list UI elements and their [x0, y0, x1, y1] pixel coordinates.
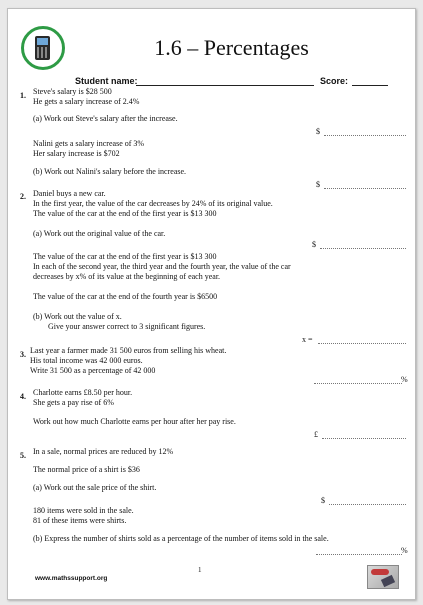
q2b-instruction: Give your answer correct to 3 significant figures. [48, 322, 206, 331]
footer-website: www.mathssupport.org [35, 575, 108, 582]
student-name-field[interactable] [136, 85, 314, 86]
question-5-number: 5. [20, 451, 26, 460]
page-number: 1 [198, 566, 202, 574]
q2a-answer-line[interactable] [320, 248, 406, 249]
q1a-prompt: (a) Work out Steve's salary after the increase. [33, 114, 178, 123]
q5a-prompt: (a) Work out the sale price of the shirt. [33, 483, 157, 492]
q1-line-4: Her salary increase is $702 [33, 149, 120, 158]
q2-line-2: In the first year, the value of the car decreases by 24% of its original value. [33, 199, 273, 208]
q3-line-1: Last year a farmer made 31 500 euros from selling his wheat. [30, 346, 227, 355]
q5a-answer-unit: $ [321, 496, 325, 505]
q5a-answer-line[interactable] [329, 504, 406, 505]
q2-line-1: Daniel buys a new car. [33, 189, 106, 198]
q3-line-2: His total income was 42 000 euros. [30, 356, 143, 365]
worksheet-page [7, 8, 416, 600]
q3-answer-line[interactable] [314, 383, 402, 384]
q4-answer-line[interactable] [322, 438, 406, 439]
page-title: 1.6 – Percentages [154, 35, 309, 60]
question-1-number: 1. [20, 91, 26, 100]
q1-line-3: Nalini gets a salary increase of 3% [33, 139, 145, 148]
q5-line-3: 180 items were sold in the sale. [33, 506, 134, 515]
q5-line-4: 81 of these items were shirts. [33, 516, 127, 525]
q4-line-2: She gets a pay rise of 6% [33, 398, 114, 407]
q2-line-7: The value of the car at the end of the fourth year is $6500 [33, 292, 218, 301]
q2a-answer-unit: $ [312, 240, 316, 249]
q1b-answer-unit: $ [316, 180, 320, 189]
question-3-number: 3. [20, 350, 26, 359]
q1b-prompt: (b) Work out Nalini's salary before the increase. [33, 167, 187, 176]
maths-support-badge-icon [367, 565, 399, 589]
q2-line-6: decreases by x% of its value at the beginning of each year. [33, 272, 221, 281]
question-2-number: 2. [20, 192, 26, 201]
q5b-answer-line[interactable] [316, 554, 402, 555]
q5-line-2: The normal price of a shirt is $36 [33, 465, 140, 474]
q2-line-4: The value of the car at the end of the first year is $13 300 [33, 252, 217, 261]
q1-line-1: Steve's salary is $28 500 [33, 87, 112, 96]
score-field[interactable] [352, 85, 388, 86]
q2b-prompt: (b) Work out the value of x. [33, 312, 122, 321]
q4-line-3: Work out how much Charlotte earns per hour after her pay rise. [33, 417, 236, 426]
q5-line-1: In a sale, normal prices are reduced by 12% [33, 447, 174, 456]
q2b-answer-label: x = [302, 335, 313, 344]
q1b-answer-line[interactable] [324, 188, 406, 189]
student-name-label: Student name: [75, 76, 138, 86]
q2-line-5: In each of the second year, the third year and the fourth year, the value of the car [33, 262, 291, 271]
q2b-answer-line[interactable] [318, 343, 406, 344]
q4-line-1: Charlotte earns £8.50 per hour. [33, 388, 133, 397]
q5b-prompt: (b) Express the number of shirts sold as a percentage of the number of items sold in the sale. [33, 534, 329, 543]
q3-answer-unit: % [401, 375, 408, 384]
q1a-answer-unit: $ [316, 127, 320, 136]
q3-line-3: Write 31 500 as a percentage of 42 000 [30, 366, 156, 375]
question-4-number: 4. [20, 392, 26, 401]
q5b-answer-unit: % [401, 546, 408, 555]
q1-line-2: He gets a salary increase of 2.4% [33, 97, 140, 106]
q2a-prompt: (a) Work out the original value of the car. [33, 229, 166, 238]
q1a-answer-line[interactable] [324, 135, 406, 136]
score-label: Score: [320, 76, 349, 86]
q4-answer-unit: £ [314, 430, 318, 439]
q2-line-3: The value of the car at the end of the first year is $13 300 [33, 209, 217, 218]
